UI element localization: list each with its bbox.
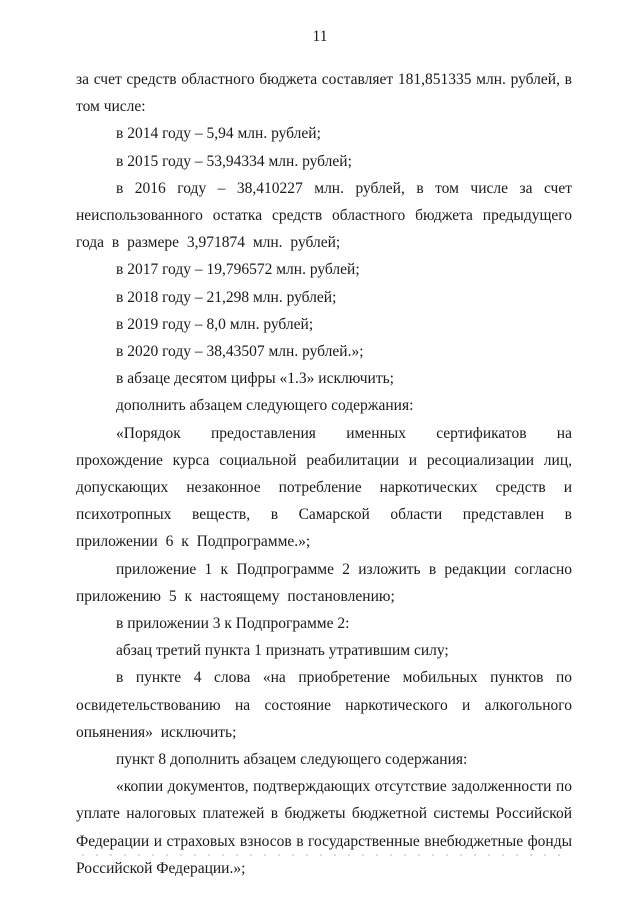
paragraph-year-2016: в 2016 году – 38,410227 млн. рублей, в том числе за счет неиспользованного остатка средств областного бюджета предыдущего года в размере 3,971874 млн. рублей; (76, 179, 572, 252)
paragraph-exclude-digits: в абзаце десятом цифры «1.3» исключить; (116, 370, 394, 388)
paragraph-year-2017: в 2017 году – 19,796572 млн. рублей; (116, 261, 360, 279)
paragraph-certificate-procedure: «Порядок предоставления именных сертификатов на прохождение курса социальной реабилитации и ресоциализации лиц, допускающих незаконное потребление наркотических средств и психотропных веществ, в Самарской области представлен в приложении 6 к Подпрограмме.»; (76, 424, 572, 551)
paragraph-year-2014: в 2014 году – 5,94 млн. рублей; (116, 125, 321, 143)
document-body (76, 66, 572, 882)
scan-noise-line (76, 852, 572, 858)
paragraph-appendix-1: приложение 1 к Подпрограмме 2 изложить в редакции согласно приложению 5 к настоящему постановлению; (76, 560, 572, 605)
page-number: 11 (312, 28, 328, 45)
paragraph-appendix-3: в приложении 3 к Подпрограмме 2: (116, 615, 350, 633)
paragraph-year-2015: в 2015 году – 53,94334 млн. рублей; (116, 152, 352, 170)
paragraph-year-2018: в 2018 году – 21,298 млн. рублей; (116, 288, 337, 306)
paragraph-add-clause: дополнить абзацем следующего содержания: (116, 397, 414, 415)
paragraph-year-2019: в 2019 году – 8,0 млн. рублей; (116, 315, 314, 333)
paragraph-year-2020: в 2020 году – 38,43507 млн. рублей.»; (116, 343, 364, 361)
paragraph-documents-copies: «копии документов, подтверждающих отсутствие задолженности по уплате налоговых платежей в бюджеты бюджетной системы Российской Федерации и страховых взносов в государственные внебюджетные фонды Российской Федерации.»; (76, 778, 572, 877)
paragraph-clause-8: пункт 8 дополнить абзацем следующего содержания: (116, 751, 468, 769)
paragraph-clause-1: абзац третий пункта 1 признать утратившим силу; (116, 642, 449, 660)
paragraph-clause-4: в пункте 4 слова «на приобретение мобильных пунктов по освидетельствованию на состояние наркотического и алкогольного опьянения» исключить; (76, 669, 572, 741)
paragraph-budget-total: за счет средств областного бюджета составляет 181,851335 млн. рублей, в том числе: (76, 71, 572, 116)
